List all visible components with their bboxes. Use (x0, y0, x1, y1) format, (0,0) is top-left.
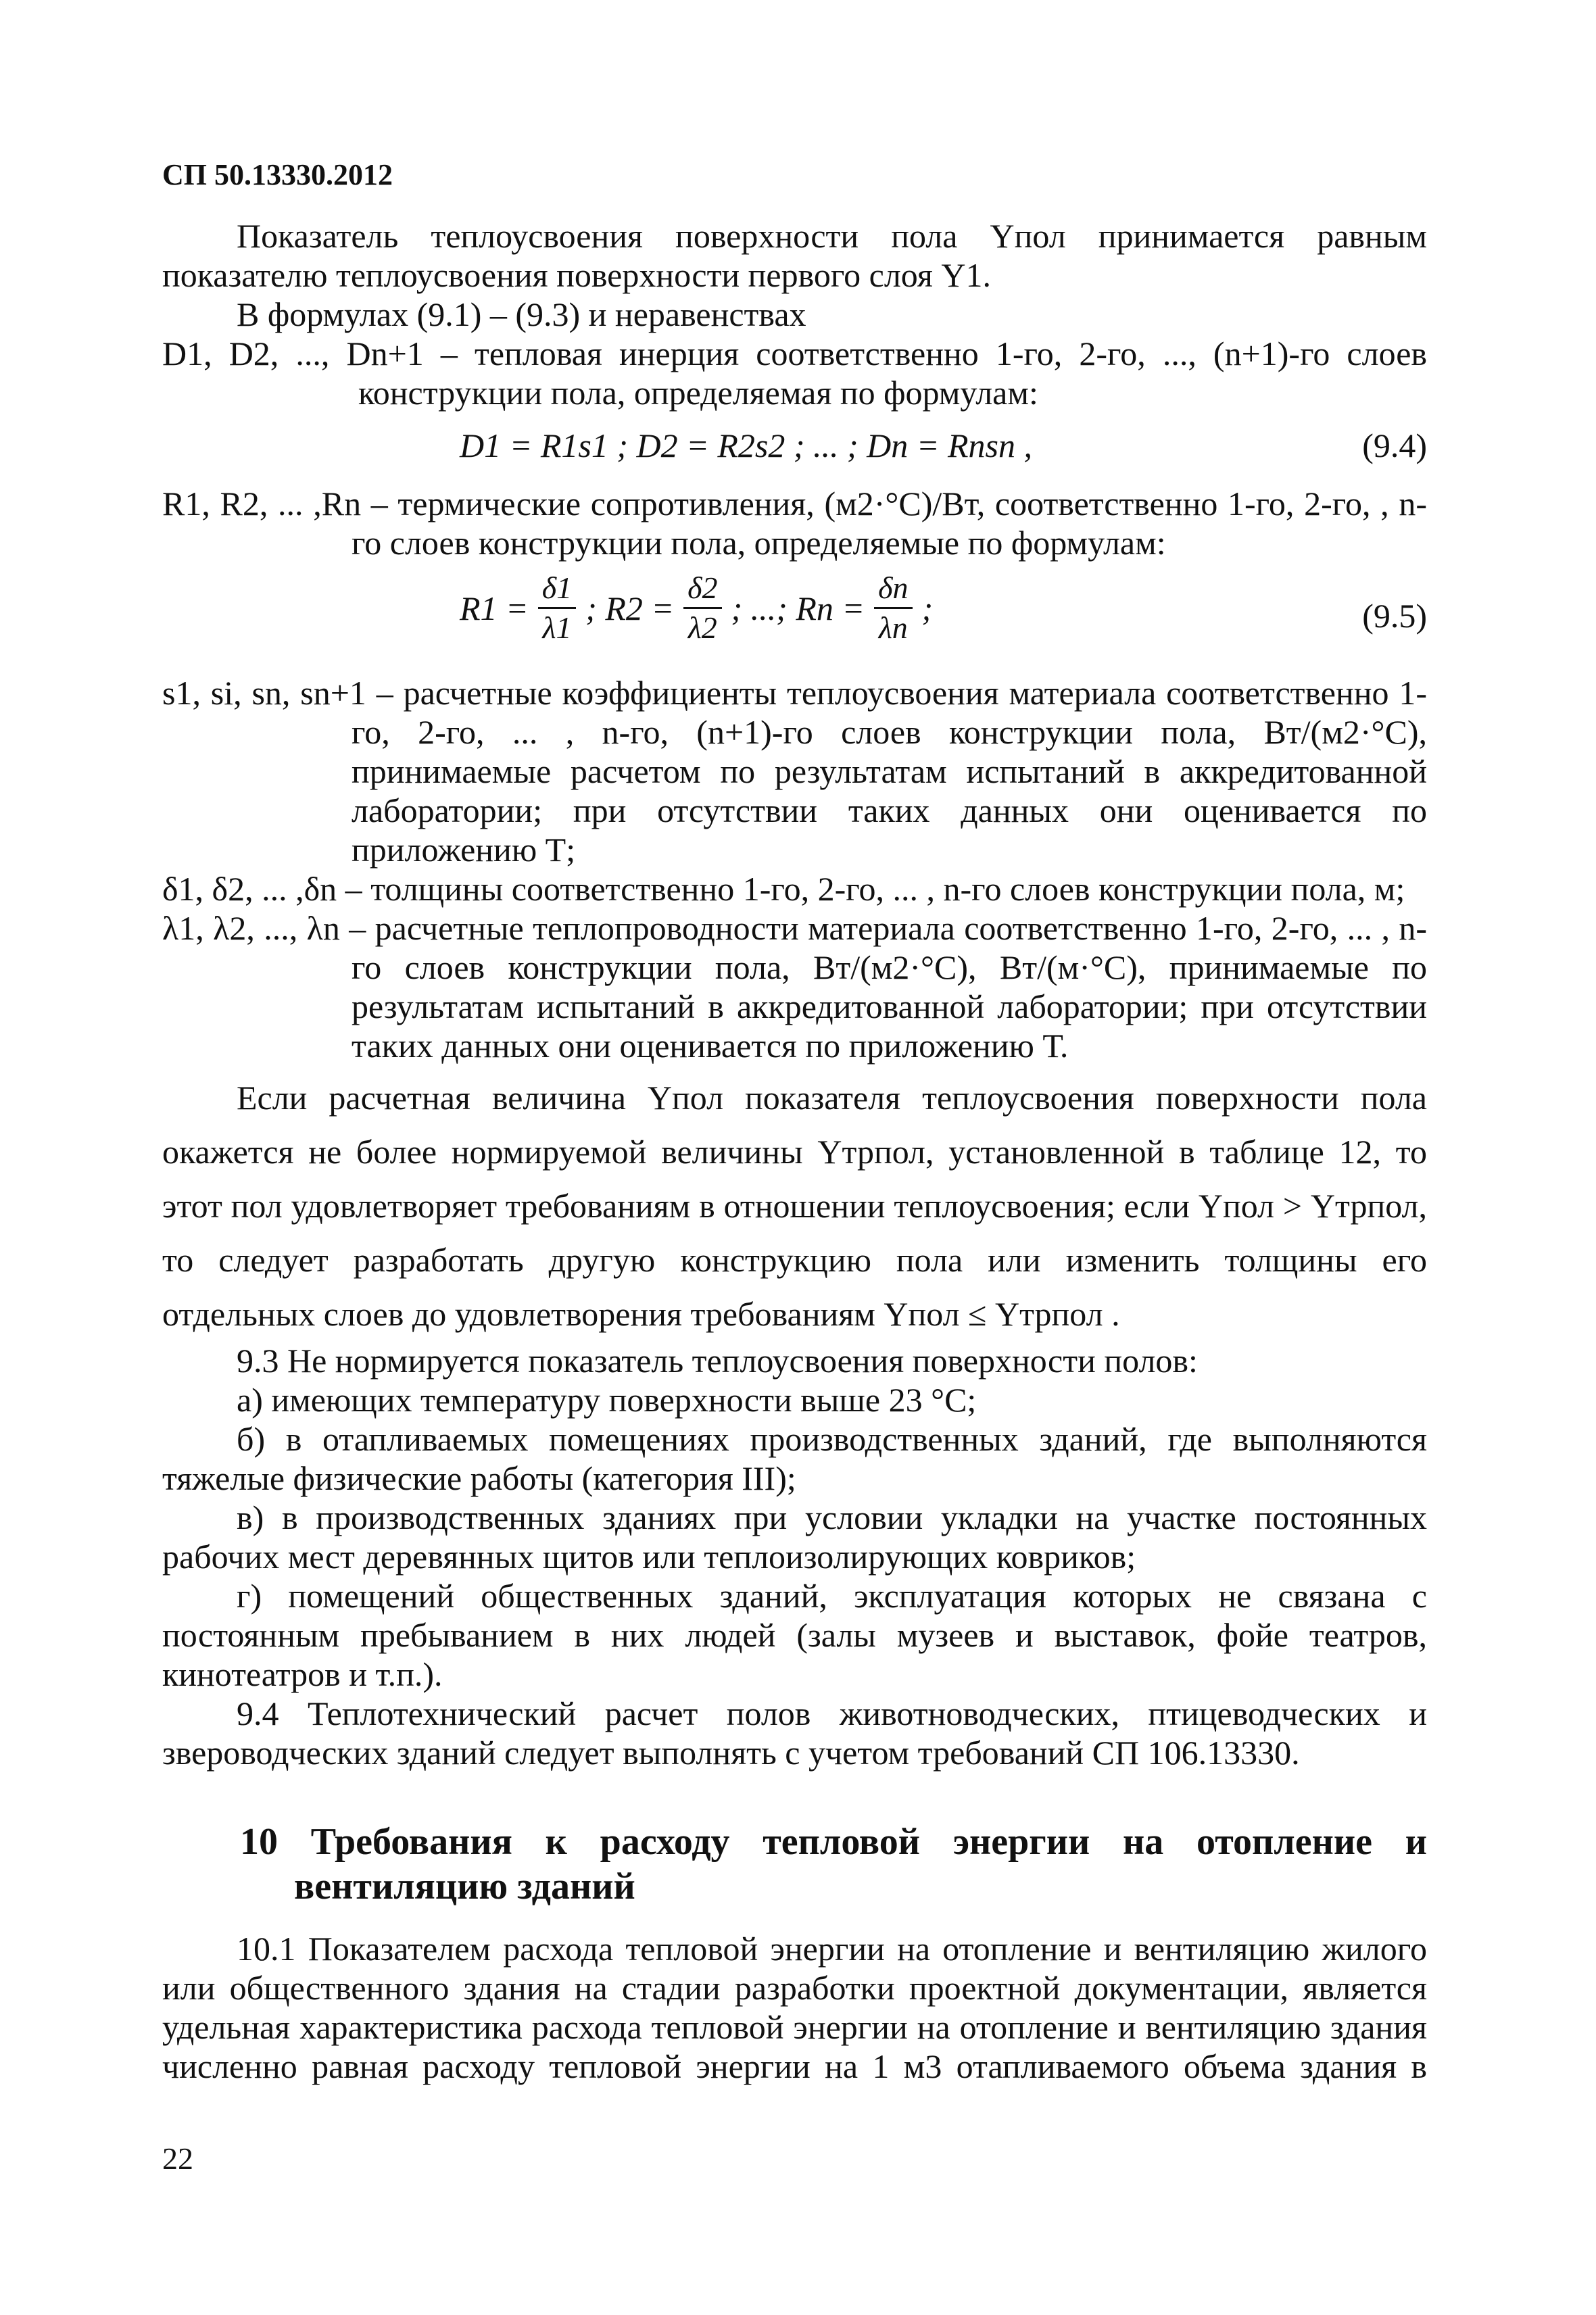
item-9-3: 9.3 Не нормируется показатель теплоусвоения поверхности полов: (237, 1342, 1198, 1380)
definition-s (162, 673, 1427, 869)
formula-9-4 (162, 416, 1427, 477)
formula-9-5-r2: ; R2 = (585, 589, 675, 627)
formula-9-5-rn: ; ...; Rn = (731, 589, 865, 627)
fraction-numerator: δn (874, 569, 912, 609)
fraction-delta2-lambda2 (683, 569, 721, 647)
paragraph-10-1: 10.1 Показателем расхода тепловой энергии на отопление и вентиляцию жилого или общественного здания на стадии разработки проектной документации, является удельная характеристика расхода тепловой энергии на отопление и вентиляцию здания численно равная расходу тепловой энергии на 1 м3 отапливаемого объема здания в (162, 1930, 1427, 2085)
item-9-3-g: г) помещений общественных зданий, эксплуатация которых не связана с постоянным пребыванием в них людей (залы музеев и выставок, фойе театров, кинотеатров и т.п.). (162, 1577, 1427, 1693)
definition-s-term: s1, si, sn, sn+1 – (162, 674, 404, 712)
formula-9-5-expression (460, 569, 933, 647)
definition-r-term: R1, R2, ... ,Rn – (162, 485, 398, 522)
fraction-denominator: λ1 (542, 610, 572, 645)
formula-9-5-r1: R1 = (460, 589, 529, 627)
definition-d (162, 334, 1427, 412)
definition-lambda (162, 908, 1427, 1065)
definition-delta (162, 869, 1427, 908)
fraction-delta1-lambda1 (538, 569, 576, 647)
formula-9-4-expression: D1 = R1s1 ; D2 = R2s2 ; ... ; Dn = Rnsn , (460, 427, 1032, 464)
fraction-denominator: λn (878, 610, 908, 645)
page-body (162, 216, 1427, 2086)
fraction-deltan-lambdan (874, 569, 912, 647)
definition-delta-text: толщины соответственно 1-го, 2-го, ... , n-го слоев конструкции пола, м; (370, 870, 1405, 908)
formula-9-4-number: (9.4) (1362, 427, 1427, 464)
section-10-heading: 10 Требования к расходу тепловой энергии на отопление и вентиляцию зданий (240, 1821, 1427, 1907)
item-9-4: 9.4 Теплотехнический расчет полов животноводческих, птицеводческих и звероводческих зданий следует выполнять с учетом требований СП 106.13330. (162, 1695, 1427, 1772)
item-9-3-a: а) имеющих температуру поверхности выше 23 °С; (237, 1381, 977, 1419)
definition-lambda-text: расчетные теплопроводности материала соответственно 1-го, 2-го, ... , n-го слоев конструкции пола, Вт/(м2·°С), Вт/(м·°С), принимаемые по результатам испытаний в аккредитованной лаборатории; при отсутствии таких данных они оценивается по приложению Т. (352, 909, 1427, 1065)
fraction-numerator: δ1 (538, 569, 576, 609)
paragraph-pokazatel-line2: показателю теплоусвоения поверхности первого слоя Y1. (162, 256, 991, 294)
page-number: 22 (162, 2141, 193, 2176)
fraction-numerator: δ2 (683, 569, 721, 609)
definition-r-text: термические сопротивления, (м2·°С)/Вт, соответственно 1-го, 2-го, , n-го слоев конструкции пола, определяемые по формулам: (352, 485, 1427, 562)
formula-9-5-tail: ; (921, 589, 934, 627)
fraction-denominator: λ2 (687, 610, 717, 645)
definition-s-text: расчетные коэффициенты теплоусвоения материала соответственно 1-го, 2-го, ... , n-го, (n+1)-го слоев конструкции пола, Вт/(м2·°С), принимаемые расчетом по результатам испытаний в аккредитованной лаборатории; при отсутствии таких данных они оценивается по приложению Т; (352, 674, 1427, 869)
paragraph-pokazatel-line1: Показатель теплоусвоения поверхности пола Yпол принимается равным (237, 217, 1427, 255)
formula-9-5 (162, 562, 1427, 671)
formula-9-5-number: (9.5) (1362, 597, 1427, 635)
paragraph-esli: Если расчетная величина Yпол показателя теплоусвоения поверхности пола окажется не более нормируемой величины Yтрпол, установленной в таблице 12, то этот пол удовлетворяет требованиям в отношении теплоусвоения; если Yпол > Yтрпол, то следует разработать другую конструкцию пола или изменить толщины его отдельных слоев до удовлетворения требованиям Yпол ≤ Yтрпол . (162, 1079, 1427, 1333)
definition-lambda-term: λ1, λ2, ..., λn – (162, 909, 375, 947)
definition-d-term: D1, D2, ..., Dn+1 – (162, 335, 475, 372)
definition-d-text: тепловая инерция соответственно 1-го, 2-го, ..., (n+1)-го слоев конструкции пола, определяемая по формулам: (358, 335, 1427, 412)
item-9-3-b: б) в отапливаемых помещениях производственных зданий, где выполняются тяжелые физические работы (категория III); (162, 1420, 1427, 1497)
paragraph-v-formulah: В формулах (9.1) – (9.3) и неравенствах (237, 295, 806, 333)
definition-delta-term: δ1, δ2, ... ,δn – (162, 870, 371, 908)
definition-r (162, 484, 1427, 562)
document-code: СП 50.13330.2012 (162, 158, 393, 191)
item-9-3-v: в) в производственных зданиях при условии укладки на участке постоянных рабочих мест деревянных щитов или теплоизолирующих ковриков; (162, 1498, 1427, 1576)
